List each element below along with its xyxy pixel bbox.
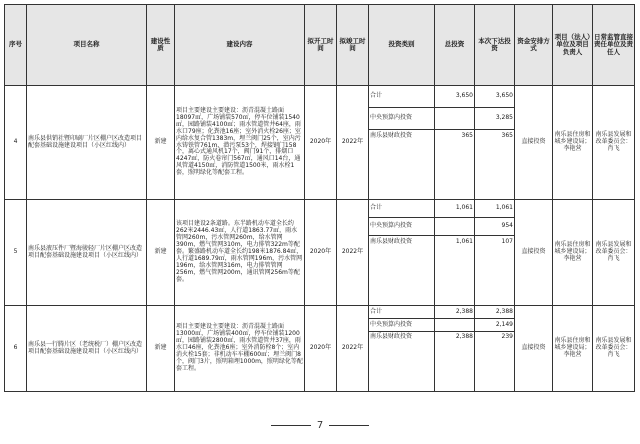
investment-category: 南乐县财政投资 [369, 236, 435, 306]
row-nature: 新建 [147, 200, 175, 306]
row-start: 2020年 [305, 200, 337, 306]
header-supervision-unit: 日常监管直接责任单位及责任人 [593, 5, 635, 86]
table-row [5, 306, 635, 319]
header-funding-method: 资金安排方式 [515, 5, 553, 86]
investment-total [435, 108, 475, 130]
investment-total: 2,388 [435, 306, 475, 319]
table-row [5, 200, 635, 218]
row-supervisor: 南乐县发展和改革委员会：肖飞 [593, 306, 635, 392]
row-project-name: 南乐县一行腾片区（老统税厂）棚户区改造项目配套基础设施建设项目（小区红线内） [27, 306, 147, 392]
investment-category: 合计 [369, 200, 435, 218]
row-project-name: 南乐县液压件厂暨海骏轻厂片区棚户区改造项目配套基础设施建设项目（小区红线内） [27, 200, 147, 306]
row-funding: 直接投资 [515, 200, 553, 306]
investment-current: 954 [475, 218, 515, 236]
row-content: 该项目建设2条道路。东半路机动车道全长约262米2446.43㎡，人行道1863.77㎡，雨水管网260m，污水管网260m，给水管网390m，燃气管网310m，电力排管322m等配套。繁盛路机动车道全长约198米1876.84㎡，人行道1689.79㎡，雨水管网196m，污水管网196m，给水管网316m，电力排管管网256m，燃气管网200m，通讯管网256m等配套。 [175, 200, 305, 306]
investment-total: 2,388 [435, 332, 475, 392]
row-unit: 南乐县住房和城乡建设局；李艳营 [553, 86, 593, 200]
row-start: 2020年 [305, 86, 337, 200]
header-current-investment: 本次下达投资 [475, 5, 515, 86]
row-nature: 新建 [147, 86, 175, 200]
header-seq: 序号 [5, 5, 27, 86]
table-header-row [5, 5, 635, 86]
investment-total: 1,061 [435, 200, 475, 218]
header-investment-category: 投资类别 [369, 5, 435, 86]
investment-category: 中央预算内投资 [369, 319, 435, 332]
row-completion: 2022年 [337, 306, 369, 392]
row-unit: 南乐县住房和城乡建设局；李艳营 [553, 306, 593, 392]
investment-category: 合计 [369, 86, 435, 108]
investment-category: 南乐县财政投资 [369, 332, 435, 392]
footer-dash-right [329, 425, 369, 426]
investment-current: 2,388 [475, 306, 515, 319]
row-seq: 6 [5, 306, 27, 392]
investment-current: 1,061 [475, 200, 515, 218]
row-supervisor: 南乐县发展和改革委员会：肖飞 [593, 86, 635, 200]
page-number: 7 [316, 420, 324, 431]
table-row [5, 86, 635, 108]
row-start: 2020年 [305, 306, 337, 392]
investment-current: 365 [475, 130, 515, 200]
header-planned-completion: 拟竣工时间 [337, 5, 369, 86]
investment-current: 3,650 [475, 86, 515, 108]
investment-total [435, 319, 475, 332]
row-seq: 4 [5, 86, 27, 200]
investment-current: 3,285 [475, 108, 515, 130]
investment-total [435, 218, 475, 236]
header-project-name: 项目名称 [27, 5, 147, 86]
row-completion: 2022年 [337, 86, 369, 200]
investment-total: 1,061 [435, 236, 475, 306]
row-funding: 直接投资 [515, 86, 553, 200]
row-seq: 5 [5, 200, 27, 306]
investment-total: 365 [435, 130, 475, 200]
header-responsible-unit: 项目（法人）单位及项目负责人 [553, 5, 593, 86]
row-completion: 2022年 [337, 200, 369, 306]
row-content: 项目主要建设主要建设：沥青混凝土路面18097㎡，广场铺装570㎡，停车位铺装1540㎡，园路铺装4100㎡；雨水管道管井64座，雨水口79座；化粪池16座；室外消火栓26座；室内给水复合管1383m，埋兰阀门25个，室内污水铸铁管761m，潜污泵53个，焊接钢门158个，离心式通风机17个，阀门91个，排烟口4247㎡，防火卷帘门567㎡，通风口14台，通风管道4150㎡，消防管道1500米，雨水栓1套，照明绿化等配套工程。 [175, 86, 305, 200]
row-project-name: 南乐县供销社暨印刷厂片区棚户区改造项目配套基础设施建设项目（小区红线内） [27, 86, 147, 200]
row-unit: 南乐县住房和城乡建设局；李艳营 [553, 200, 593, 306]
footer-dash-left [271, 425, 311, 426]
investment-current: 239 [475, 332, 515, 392]
investment-current: 107 [475, 236, 515, 306]
row-supervisor: 南乐县发展和改革委员会：肖飞 [593, 200, 635, 306]
row-funding: 直接投资 [515, 306, 553, 392]
header-planned-start: 拟开工时间 [305, 5, 337, 86]
row-content: 项目主要建设主要建设：沥青混凝土路面13000㎡，广场铺装400㎡，停车位铺装1200㎡，园路铺装2800㎡，雨水管道管井37座，雨水口46座，化粪池6座；室外消防栓8个；室内消火栓15套；非机动车车棚600㎡；埋兰阀门8个，阀门3片，照明箱埋1000m，照明绿化等配套工程。 [175, 306, 305, 392]
investment-category: 中央预算内投资 [369, 108, 435, 130]
project-table [4, 4, 635, 392]
header-total-investment: 总投资 [435, 5, 475, 86]
page-footer [0, 420, 640, 434]
investment-category: 合计 [369, 306, 435, 319]
header-construction-nature: 建设性质 [147, 5, 175, 86]
investment-total: 3,650 [435, 86, 475, 108]
row-nature: 新建 [147, 306, 175, 392]
header-construction-content: 建设内容 [175, 5, 305, 86]
investment-current: 2,149 [475, 319, 515, 332]
investment-category: 中央预算内投资 [369, 218, 435, 236]
investment-category: 南乐县财政投资 [369, 130, 435, 200]
